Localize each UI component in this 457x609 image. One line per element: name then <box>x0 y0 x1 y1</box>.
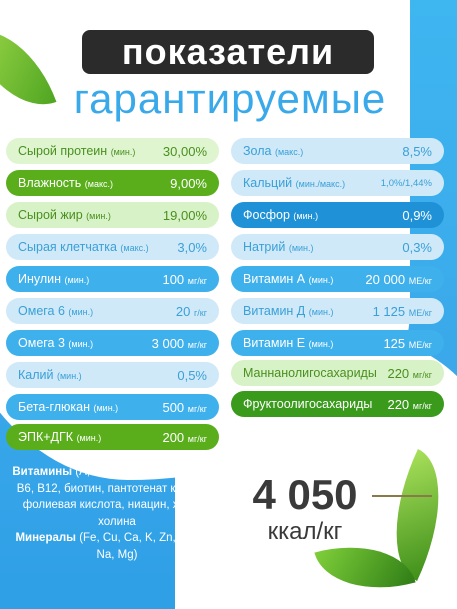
list-item <box>231 330 444 356</box>
item-label: Инулин <box>18 272 62 286</box>
item-note: (макс.) <box>120 243 149 253</box>
item-value: 3,0% <box>177 239 207 255</box>
item-value: 3 000 <box>151 335 185 351</box>
item-value: 500 <box>162 399 185 415</box>
item-value: 9,00% <box>170 175 207 191</box>
item-label: Витамин Д <box>243 304 306 318</box>
item-label: Фруктоолигосахариды <box>243 397 373 411</box>
item-value: 0,3% <box>402 239 432 255</box>
item-note: (мин.) <box>76 433 102 443</box>
item-label: Омега 3 <box>18 336 65 350</box>
item-label: Калий <box>18 368 54 382</box>
item-label: Сырой протеин <box>18 144 108 158</box>
minerals-title: Минералы <box>15 532 76 544</box>
item-label: Сырая клетчатка <box>18 240 117 254</box>
item-note: (мин.) <box>308 307 334 317</box>
item-value: 220 <box>387 365 410 381</box>
item-label: Сырой жир <box>18 208 83 222</box>
item-label: Маннанолигосахариды <box>243 366 377 380</box>
item-value: 220 <box>387 396 410 412</box>
item-label: Натрий <box>243 240 286 254</box>
item-label: Фосфор <box>243 208 290 222</box>
energy-unit: ккал/кг <box>267 518 343 545</box>
list-item <box>6 138 219 164</box>
page-subtitle: гарантируемые <box>73 75 387 122</box>
item-note: (мин.) <box>288 243 314 253</box>
item-unit: МЕ/кг <box>408 339 432 350</box>
item-value: 20 <box>175 303 191 319</box>
item-note: (мин.) <box>93 403 119 413</box>
item-value: 8,5% <box>402 143 432 159</box>
divider <box>372 495 432 497</box>
item-unit: мг/кг <box>412 400 432 411</box>
item-value: 200 <box>162 429 185 445</box>
item-label: Омега 6 <box>18 304 65 318</box>
list-item <box>231 138 444 164</box>
item-note: (мин.) <box>308 339 334 349</box>
list-item <box>6 298 219 324</box>
list-item <box>231 266 444 292</box>
item-value: 1,0%/1,44% <box>380 177 432 189</box>
item-unit: мг/кг <box>187 275 207 286</box>
list-item <box>6 266 219 292</box>
item-note: (макс.) <box>84 179 114 189</box>
list-item <box>6 424 219 450</box>
item-value: 100 <box>162 271 185 287</box>
item-label: Зола <box>243 144 272 158</box>
item-label: Витамин Е <box>243 336 306 350</box>
item-unit: МЕ/кг <box>408 275 432 286</box>
item-value: 0,9% <box>402 207 432 223</box>
item-note: (мин.) <box>86 211 111 221</box>
list-item <box>6 330 219 356</box>
item-note: (мин.) <box>308 275 334 285</box>
list-item <box>231 298 444 324</box>
item-label: ЭПК+ДГК <box>18 430 74 444</box>
item-label: Витамин А <box>243 272 306 286</box>
minerals-list: (Fe, Cu, Ca, K, Zn, Mn, Se, Na, Mg) <box>79 532 219 561</box>
item-value: 1 125 <box>372 303 406 319</box>
item-unit: мг/кг <box>412 369 432 380</box>
list-item <box>231 360 444 386</box>
item-note: (мин.) <box>68 307 94 317</box>
item-note: (мин.) <box>68 339 94 349</box>
item-value: 19,00% <box>162 207 207 223</box>
item-label: Влажность <box>18 176 82 190</box>
item-label: Кальций <box>243 176 293 190</box>
list-item <box>231 234 444 260</box>
list-item <box>6 202 219 228</box>
item-unit: мг/кг <box>187 339 207 350</box>
item-unit: г/кг <box>193 307 207 318</box>
list-item <box>231 202 444 228</box>
vitamins-title: Витамины <box>12 466 73 478</box>
item-value: 20 000 <box>365 271 406 287</box>
list-item <box>6 362 219 388</box>
energy-value: 4 050 <box>252 471 358 518</box>
list-item <box>6 394 219 420</box>
item-value: 0,5% <box>177 367 207 383</box>
item-note: (макс.) <box>274 147 304 157</box>
item-note: (мин.) <box>110 147 136 157</box>
list-item <box>231 170 444 196</box>
item-note: (мин.) <box>56 371 82 381</box>
item-unit: мг/кг <box>187 433 207 444</box>
item-note: (мин./макс.) <box>295 179 346 189</box>
item-note: (мин.) <box>293 211 319 221</box>
list-item <box>231 391 444 417</box>
item-unit: мг/кг <box>187 403 207 414</box>
page-title: показатели <box>121 31 335 72</box>
item-label: Бета-глюкан <box>18 400 90 414</box>
item-value: 125 <box>383 335 406 351</box>
list-item <box>6 170 219 196</box>
item-unit: МЕ/кг <box>408 307 432 318</box>
item-note: (мин.) <box>64 275 90 285</box>
item-value: 30,00% <box>162 143 207 159</box>
vitamins-list: (A, D3, E, K3, C, B1, B2, B5, B6, B12, биотин, пантотенат кальция, фолиевая кислота, ниацин, хлорид холина <box>16 466 222 528</box>
vitamins-minerals-text <box>8 464 226 563</box>
list-item <box>6 234 219 260</box>
